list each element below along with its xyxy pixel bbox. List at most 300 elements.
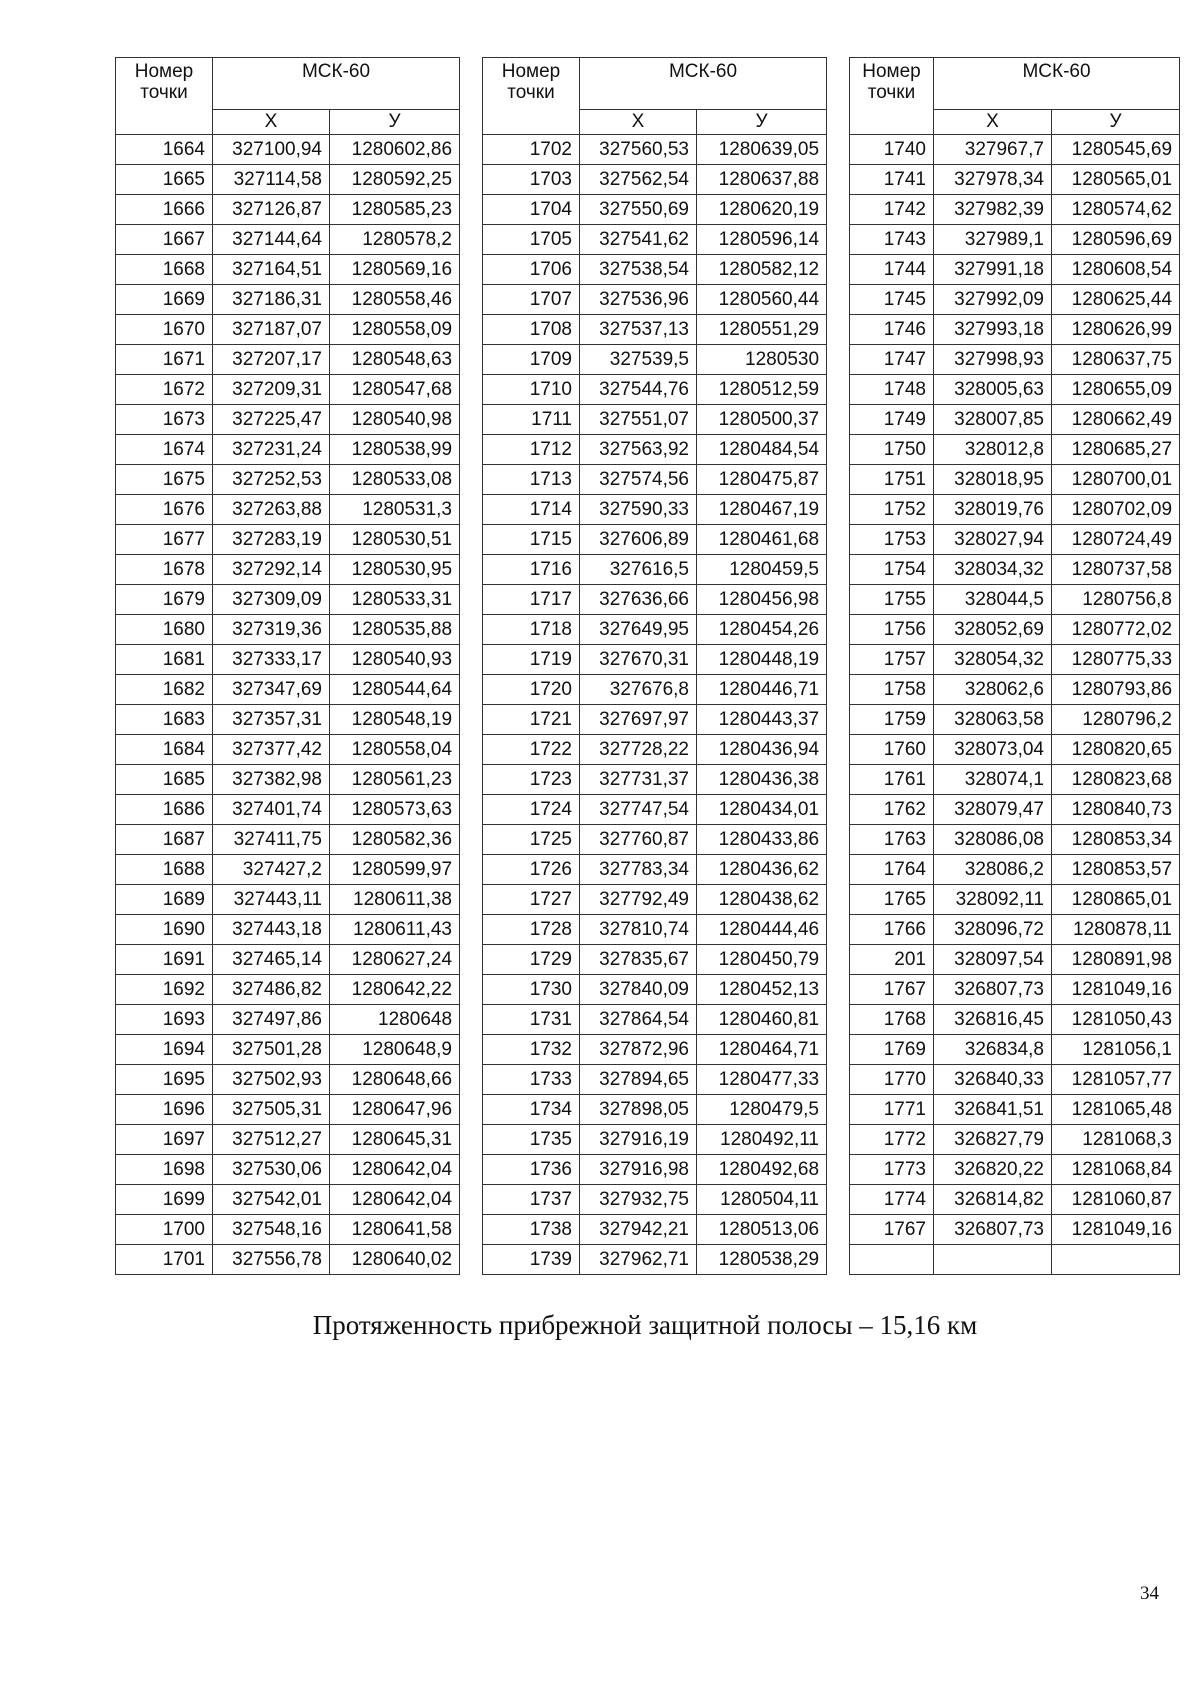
y-coordinate-cell: 1280637,88 bbox=[697, 165, 827, 195]
y-coordinate-cell: 1280840,73 bbox=[1052, 795, 1180, 825]
table-row bbox=[850, 975, 1180, 1005]
x-coordinate-cell: 327989,1 bbox=[934, 225, 1052, 255]
table-row bbox=[116, 285, 460, 315]
coordinates-table-1 bbox=[115, 57, 460, 1275]
x-axis-header: Х bbox=[213, 110, 330, 135]
x-coordinate-cell: 327283,19 bbox=[213, 525, 330, 555]
table-row bbox=[483, 915, 827, 945]
y-coordinate-cell: 1280492,68 bbox=[697, 1155, 827, 1185]
x-coordinate-cell: 327114,58 bbox=[213, 165, 330, 195]
point-number-cell: 1690 bbox=[116, 915, 213, 945]
x-coordinate-cell: 326827,79 bbox=[934, 1125, 1052, 1155]
point-number-cell: 1767 bbox=[850, 975, 934, 1005]
point-number-cell: 1742 bbox=[850, 195, 934, 225]
x-coordinate-cell: 327231,24 bbox=[213, 435, 330, 465]
y-coordinate-cell: 1280620,19 bbox=[697, 195, 827, 225]
coordinate-system-header: МСК-60 bbox=[213, 58, 460, 110]
x-coordinate-cell: 328034,32 bbox=[934, 555, 1052, 585]
x-coordinate-cell: 327126,87 bbox=[213, 195, 330, 225]
table-row bbox=[483, 885, 827, 915]
x-coordinate-cell: 327292,14 bbox=[213, 555, 330, 585]
y-coordinate-cell: 1280582,12 bbox=[697, 255, 827, 285]
y-coordinate-cell: 1281049,16 bbox=[1052, 975, 1180, 1005]
y-coordinate-cell: 1280530 bbox=[697, 345, 827, 375]
y-coordinate-cell: 1280461,68 bbox=[697, 525, 827, 555]
y-coordinate-cell: 1280625,44 bbox=[1052, 285, 1180, 315]
point-number-cell: 1711 bbox=[483, 405, 580, 435]
y-coordinate-cell: 1280611,38 bbox=[330, 885, 460, 915]
point-number-cell: 1764 bbox=[850, 855, 934, 885]
point-number-cell: 1681 bbox=[116, 645, 213, 675]
x-coordinate-cell: 328092,11 bbox=[934, 885, 1052, 915]
point-number-cell: 1738 bbox=[483, 1215, 580, 1245]
y-coordinate-cell: 1281060,87 bbox=[1052, 1185, 1180, 1215]
point-number-cell: 1746 bbox=[850, 315, 934, 345]
point-number-cell: 1719 bbox=[483, 645, 580, 675]
table-row bbox=[116, 1035, 460, 1065]
y-coordinate-cell: 1281057,77 bbox=[1052, 1065, 1180, 1095]
table-row bbox=[483, 675, 827, 705]
point-number-cell: 1680 bbox=[116, 615, 213, 645]
point-number-cell: 1748 bbox=[850, 375, 934, 405]
x-coordinate-cell: 326816,45 bbox=[934, 1005, 1052, 1035]
point-number-header bbox=[116, 58, 213, 135]
point-number-cell: 1744 bbox=[850, 255, 934, 285]
point-number-cell: 1756 bbox=[850, 615, 934, 645]
point-number-cell: 1747 bbox=[850, 345, 934, 375]
point-number-cell: 1751 bbox=[850, 465, 934, 495]
table-row bbox=[483, 435, 827, 465]
point-number-cell: 1687 bbox=[116, 825, 213, 855]
point-number-cell: 1693 bbox=[116, 1005, 213, 1035]
table-row bbox=[483, 225, 827, 255]
x-coordinate-cell: 327411,75 bbox=[213, 825, 330, 855]
protection-strip-length-caption: Протяженность прибрежной защитной полосы – 15,16 км bbox=[312, 1310, 978, 1340]
point-number-cell: 1705 bbox=[483, 225, 580, 255]
table-row bbox=[850, 225, 1180, 255]
point-number-cell: 1732 bbox=[483, 1035, 580, 1065]
y-coordinate-cell: 1280544,64 bbox=[330, 675, 460, 705]
table-row bbox=[483, 285, 827, 315]
table-row bbox=[850, 315, 1180, 345]
table-row bbox=[483, 645, 827, 675]
point-number-cell: 1701 bbox=[116, 1245, 213, 1275]
y-coordinate-cell: 1280436,38 bbox=[697, 765, 827, 795]
table-row bbox=[483, 1095, 827, 1125]
y-coordinate-cell: 1280540,98 bbox=[330, 405, 460, 435]
x-coordinate-cell: 327209,31 bbox=[213, 375, 330, 405]
y-coordinate-cell: 1280645,31 bbox=[330, 1125, 460, 1155]
y-coordinate-cell: 1280578,2 bbox=[330, 225, 460, 255]
y-coordinate-cell: 1280702,09 bbox=[1052, 495, 1180, 525]
x-coordinate-cell: 328086,2 bbox=[934, 855, 1052, 885]
y-coordinate-cell: 1280558,04 bbox=[330, 735, 460, 765]
point-number-cell: 1771 bbox=[850, 1095, 934, 1125]
x-coordinate-cell: 327377,42 bbox=[213, 735, 330, 765]
x-coordinate-cell: 327962,71 bbox=[580, 1245, 697, 1275]
table-row bbox=[483, 765, 827, 795]
table-row bbox=[850, 945, 1180, 975]
table-row bbox=[116, 975, 460, 1005]
point-number-cell: 1667 bbox=[116, 225, 213, 255]
x-coordinate-cell: 327562,54 bbox=[580, 165, 697, 195]
point-number-cell: 1723 bbox=[483, 765, 580, 795]
point-number-cell: 1767 bbox=[850, 1215, 934, 1245]
table-row bbox=[116, 1125, 460, 1155]
x-coordinate-cell: 327542,01 bbox=[213, 1185, 330, 1215]
table-row bbox=[850, 675, 1180, 705]
x-coordinate-cell: 327347,69 bbox=[213, 675, 330, 705]
x-coordinate-cell: 327840,09 bbox=[580, 975, 697, 1005]
table-row bbox=[116, 1185, 460, 1215]
x-coordinate-cell: 327998,93 bbox=[934, 345, 1052, 375]
y-coordinate-cell: 1280641,58 bbox=[330, 1215, 460, 1245]
point-number-cell: 1677 bbox=[116, 525, 213, 555]
x-coordinate-cell: 327932,75 bbox=[580, 1185, 697, 1215]
x-coordinate-cell: 327144,64 bbox=[213, 225, 330, 255]
x-coordinate-cell: 328019,76 bbox=[934, 495, 1052, 525]
table-row bbox=[850, 735, 1180, 765]
table-row bbox=[850, 1125, 1180, 1155]
table-row bbox=[116, 675, 460, 705]
table-row bbox=[850, 855, 1180, 885]
table-row bbox=[116, 465, 460, 495]
point-number-cell: 1682 bbox=[116, 675, 213, 705]
x-coordinate-cell: 328005,63 bbox=[934, 375, 1052, 405]
table-row bbox=[483, 705, 827, 735]
point-number-cell: 1704 bbox=[483, 195, 580, 225]
y-coordinate-cell: 1280685,27 bbox=[1052, 435, 1180, 465]
point-number-cell: 1726 bbox=[483, 855, 580, 885]
point-number-cell: 1674 bbox=[116, 435, 213, 465]
y-coordinate-cell: 1280569,16 bbox=[330, 255, 460, 285]
y-coordinate-cell: 1280582,36 bbox=[330, 825, 460, 855]
point-number-cell: 1728 bbox=[483, 915, 580, 945]
y-coordinate-cell: 1280565,01 bbox=[1052, 165, 1180, 195]
x-coordinate-cell: 327992,09 bbox=[934, 285, 1052, 315]
table-row bbox=[483, 525, 827, 555]
table-row bbox=[850, 255, 1180, 285]
point-number-cell: 1760 bbox=[850, 735, 934, 765]
point-number-cell: 1675 bbox=[116, 465, 213, 495]
x-coordinate-cell: 327967,7 bbox=[934, 135, 1052, 165]
y-coordinate-cell: 1280823,68 bbox=[1052, 765, 1180, 795]
table-row bbox=[850, 1155, 1180, 1185]
table-row bbox=[116, 765, 460, 795]
x-coordinate-cell: 327319,36 bbox=[213, 615, 330, 645]
y-coordinate-cell: 1280853,57 bbox=[1052, 855, 1180, 885]
table-row bbox=[850, 405, 1180, 435]
table-row bbox=[850, 465, 1180, 495]
x-coordinate-cell: 327502,93 bbox=[213, 1065, 330, 1095]
point-number-cell: 1763 bbox=[850, 825, 934, 855]
table-row bbox=[483, 1245, 827, 1275]
point-number-cell: 1770 bbox=[850, 1065, 934, 1095]
x-coordinate-cell: 327942,21 bbox=[580, 1215, 697, 1245]
y-coordinate-cell: 1280662,49 bbox=[1052, 405, 1180, 435]
point-number-cell: 1740 bbox=[850, 135, 934, 165]
x-coordinate-cell: 327556,78 bbox=[213, 1245, 330, 1275]
x-coordinate-cell bbox=[934, 1245, 1052, 1275]
table-row bbox=[116, 405, 460, 435]
table-row bbox=[850, 195, 1180, 225]
point-number-cell: 1749 bbox=[850, 405, 934, 435]
x-coordinate-cell: 328018,95 bbox=[934, 465, 1052, 495]
point-number-cell: 1718 bbox=[483, 615, 580, 645]
table-row bbox=[483, 735, 827, 765]
table-row bbox=[116, 435, 460, 465]
point-number-cell: 1715 bbox=[483, 525, 580, 555]
point-number-cell: 1761 bbox=[850, 765, 934, 795]
y-coordinate-cell: 1281068,84 bbox=[1052, 1155, 1180, 1185]
table-row bbox=[483, 345, 827, 375]
y-coordinate-cell: 1280530,95 bbox=[330, 555, 460, 585]
x-coordinate-cell: 328074,1 bbox=[934, 765, 1052, 795]
x-coordinate-cell: 327728,22 bbox=[580, 735, 697, 765]
y-coordinate-cell: 1280456,98 bbox=[697, 585, 827, 615]
x-coordinate-cell: 327512,27 bbox=[213, 1125, 330, 1155]
x-coordinate-cell: 327731,37 bbox=[580, 765, 697, 795]
y-coordinate-cell: 1280611,43 bbox=[330, 915, 460, 945]
x-coordinate-cell: 327530,06 bbox=[213, 1155, 330, 1185]
x-coordinate-cell: 328063,58 bbox=[934, 705, 1052, 735]
point-number-cell bbox=[850, 1245, 934, 1275]
x-coordinate-cell: 327590,33 bbox=[580, 495, 697, 525]
table-row bbox=[483, 1125, 827, 1155]
x-coordinate-cell: 327783,34 bbox=[580, 855, 697, 885]
y-coordinate-cell: 1280533,31 bbox=[330, 585, 460, 615]
point-number-cell: 1691 bbox=[116, 945, 213, 975]
table-row bbox=[116, 1095, 460, 1125]
x-coordinate-cell: 327548,16 bbox=[213, 1215, 330, 1245]
y-axis-header: У bbox=[697, 110, 827, 135]
y-coordinate-cell: 1280433,86 bbox=[697, 825, 827, 855]
x-coordinate-cell: 327872,96 bbox=[580, 1035, 697, 1065]
y-coordinate-cell: 1280596,14 bbox=[697, 225, 827, 255]
y-coordinate-cell: 1280642,04 bbox=[330, 1155, 460, 1185]
point-number-cell: 1725 bbox=[483, 825, 580, 855]
x-coordinate-cell: 328052,69 bbox=[934, 615, 1052, 645]
y-coordinate-cell: 1280467,19 bbox=[697, 495, 827, 525]
y-coordinate-cell: 1280545,69 bbox=[1052, 135, 1180, 165]
point-number-cell: 1734 bbox=[483, 1095, 580, 1125]
table-row bbox=[116, 135, 460, 165]
point-number-cell: 1666 bbox=[116, 195, 213, 225]
x-coordinate-cell: 327670,31 bbox=[580, 645, 697, 675]
table-row bbox=[483, 315, 827, 345]
y-coordinate-cell: 1280561,23 bbox=[330, 765, 460, 795]
x-coordinate-cell: 327401,74 bbox=[213, 795, 330, 825]
point-number-cell: 1737 bbox=[483, 1185, 580, 1215]
y-coordinate-cell: 1280642,22 bbox=[330, 975, 460, 1005]
table-row bbox=[850, 1065, 1180, 1095]
point-number-cell: 1696 bbox=[116, 1095, 213, 1125]
point-number-cell: 1709 bbox=[483, 345, 580, 375]
y-coordinate-cell: 1280438,62 bbox=[697, 885, 827, 915]
point-number-cell: 1739 bbox=[483, 1245, 580, 1275]
point-number-cell: 1664 bbox=[116, 135, 213, 165]
point-number-cell: 1759 bbox=[850, 705, 934, 735]
y-coordinate-cell: 1280547,68 bbox=[330, 375, 460, 405]
x-coordinate-cell: 327563,92 bbox=[580, 435, 697, 465]
point-number-label-line-1: Номер bbox=[134, 61, 194, 82]
y-coordinate-cell: 1280560,44 bbox=[697, 285, 827, 315]
y-coordinate-cell: 1280648,9 bbox=[330, 1035, 460, 1065]
x-coordinate-cell: 327835,67 bbox=[580, 945, 697, 975]
y-coordinate-cell: 1280599,97 bbox=[330, 855, 460, 885]
x-coordinate-cell: 327536,96 bbox=[580, 285, 697, 315]
x-coordinate-cell: 327916,19 bbox=[580, 1125, 697, 1155]
x-coordinate-cell: 327309,09 bbox=[213, 585, 330, 615]
y-coordinate-cell: 1280626,99 bbox=[1052, 315, 1180, 345]
x-coordinate-cell: 328079,47 bbox=[934, 795, 1052, 825]
table-row bbox=[850, 1035, 1180, 1065]
x-coordinate-cell: 327537,13 bbox=[580, 315, 697, 345]
point-number-cell: 1686 bbox=[116, 795, 213, 825]
x-coordinate-cell: 327207,17 bbox=[213, 345, 330, 375]
table-row bbox=[116, 735, 460, 765]
y-coordinate-cell: 1280820,65 bbox=[1052, 735, 1180, 765]
point-number-cell: 1672 bbox=[116, 375, 213, 405]
y-coordinate-cell: 1281056,1 bbox=[1052, 1035, 1180, 1065]
table-row bbox=[850, 705, 1180, 735]
y-coordinate-cell: 1280452,13 bbox=[697, 975, 827, 1005]
x-coordinate-cell: 328044,5 bbox=[934, 585, 1052, 615]
point-number-cell: 1735 bbox=[483, 1125, 580, 1155]
table-row bbox=[483, 795, 827, 825]
table-row bbox=[850, 285, 1180, 315]
table-row bbox=[116, 345, 460, 375]
point-number-cell: 1762 bbox=[850, 795, 934, 825]
x-coordinate-cell: 326820,22 bbox=[934, 1155, 1052, 1185]
point-number-cell: 1745 bbox=[850, 285, 934, 315]
table-row bbox=[483, 1185, 827, 1215]
x-coordinate-cell: 327427,2 bbox=[213, 855, 330, 885]
x-coordinate-cell: 327916,98 bbox=[580, 1155, 697, 1185]
table-row bbox=[483, 165, 827, 195]
point-number-cell: 1717 bbox=[483, 585, 580, 615]
y-coordinate-cell: 1280533,08 bbox=[330, 465, 460, 495]
y-axis-header: У bbox=[1052, 110, 1180, 135]
x-coordinate-cell: 327676,8 bbox=[580, 675, 697, 705]
x-coordinate-cell: 326841,51 bbox=[934, 1095, 1052, 1125]
point-number-cell: 1766 bbox=[850, 915, 934, 945]
point-number-cell: 1668 bbox=[116, 255, 213, 285]
point-number-cell: 1707 bbox=[483, 285, 580, 315]
x-coordinate-cell: 327636,66 bbox=[580, 585, 697, 615]
point-number-cell: 1729 bbox=[483, 945, 580, 975]
x-coordinate-cell: 327894,65 bbox=[580, 1065, 697, 1095]
y-coordinate-cell: 1280558,09 bbox=[330, 315, 460, 345]
x-coordinate-cell: 327649,95 bbox=[580, 615, 697, 645]
point-number-cell: 1758 bbox=[850, 675, 934, 705]
point-number-cell: 1765 bbox=[850, 885, 934, 915]
y-coordinate-cell: 1280443,37 bbox=[697, 705, 827, 735]
x-coordinate-cell: 328007,85 bbox=[934, 405, 1052, 435]
x-coordinate-cell: 327747,54 bbox=[580, 795, 697, 825]
coordinates-table-2 bbox=[482, 57, 827, 1275]
point-number-cell: 1736 bbox=[483, 1155, 580, 1185]
y-coordinate-cell: 1280450,79 bbox=[697, 945, 827, 975]
point-number-cell: 201 bbox=[850, 945, 934, 975]
table-row bbox=[850, 135, 1180, 165]
x-coordinate-cell: 327333,17 bbox=[213, 645, 330, 675]
y-coordinate-cell: 1280459,5 bbox=[697, 555, 827, 585]
point-number-header bbox=[483, 58, 580, 135]
point-number-cell: 1716 bbox=[483, 555, 580, 585]
table-row bbox=[850, 1215, 1180, 1245]
table-row bbox=[116, 525, 460, 555]
y-coordinate-cell: 1280608,54 bbox=[1052, 255, 1180, 285]
point-number-cell: 1685 bbox=[116, 765, 213, 795]
table-row bbox=[850, 1095, 1180, 1125]
point-number-cell: 1720 bbox=[483, 675, 580, 705]
point-number-cell: 1694 bbox=[116, 1035, 213, 1065]
y-coordinate-cell: 1280460,81 bbox=[697, 1005, 827, 1035]
point-number-cell: 1699 bbox=[116, 1185, 213, 1215]
point-number-cell: 1714 bbox=[483, 495, 580, 525]
table-row bbox=[850, 345, 1180, 375]
table-row bbox=[483, 255, 827, 285]
x-coordinate-cell: 326807,73 bbox=[934, 1215, 1052, 1245]
x-coordinate-cell: 326814,82 bbox=[934, 1185, 1052, 1215]
y-coordinate-cell: 1280504,11 bbox=[697, 1185, 827, 1215]
point-number-cell: 1708 bbox=[483, 315, 580, 345]
point-number-cell: 1689 bbox=[116, 885, 213, 915]
point-number-cell: 1753 bbox=[850, 525, 934, 555]
point-number-cell: 1769 bbox=[850, 1035, 934, 1065]
point-number-cell: 1678 bbox=[116, 555, 213, 585]
y-coordinate-cell: 1280538,99 bbox=[330, 435, 460, 465]
x-coordinate-cell: 327982,39 bbox=[934, 195, 1052, 225]
x-coordinate-cell: 327541,62 bbox=[580, 225, 697, 255]
table-row bbox=[483, 465, 827, 495]
table-row bbox=[850, 795, 1180, 825]
y-coordinate-cell: 1280479,5 bbox=[697, 1095, 827, 1125]
table-row bbox=[483, 1065, 827, 1095]
y-coordinate-cell: 1280475,87 bbox=[697, 465, 827, 495]
y-coordinate-cell: 1280602,86 bbox=[330, 135, 460, 165]
y-axis-header: У bbox=[330, 110, 460, 135]
x-coordinate-cell: 327382,98 bbox=[213, 765, 330, 795]
y-coordinate-cell: 1280548,19 bbox=[330, 705, 460, 735]
y-coordinate-cell: 1280648,66 bbox=[330, 1065, 460, 1095]
x-coordinate-cell: 327187,07 bbox=[213, 315, 330, 345]
point-number-cell: 1774 bbox=[850, 1185, 934, 1215]
point-number-cell: 1731 bbox=[483, 1005, 580, 1035]
table-row bbox=[850, 825, 1180, 855]
table-row bbox=[116, 615, 460, 645]
table-row bbox=[850, 495, 1180, 525]
table-row bbox=[116, 1155, 460, 1185]
y-coordinate-cell: 1280477,33 bbox=[697, 1065, 827, 1095]
point-number-cell: 1727 bbox=[483, 885, 580, 915]
table-row bbox=[483, 825, 827, 855]
x-coordinate-cell: 327993,18 bbox=[934, 315, 1052, 345]
x-coordinate-cell: 327792,49 bbox=[580, 885, 697, 915]
y-coordinate-cell: 1280573,63 bbox=[330, 795, 460, 825]
point-number-cell: 1754 bbox=[850, 555, 934, 585]
table-row bbox=[116, 165, 460, 195]
table-row bbox=[483, 1215, 827, 1245]
y-coordinate-cell: 1280530,51 bbox=[330, 525, 460, 555]
x-coordinate-cell: 327697,97 bbox=[580, 705, 697, 735]
point-number-cell: 1684 bbox=[116, 735, 213, 765]
y-coordinate-cell: 1280853,34 bbox=[1052, 825, 1180, 855]
table-row bbox=[483, 135, 827, 165]
x-coordinate-cell: 328027,94 bbox=[934, 525, 1052, 555]
table-row bbox=[850, 615, 1180, 645]
